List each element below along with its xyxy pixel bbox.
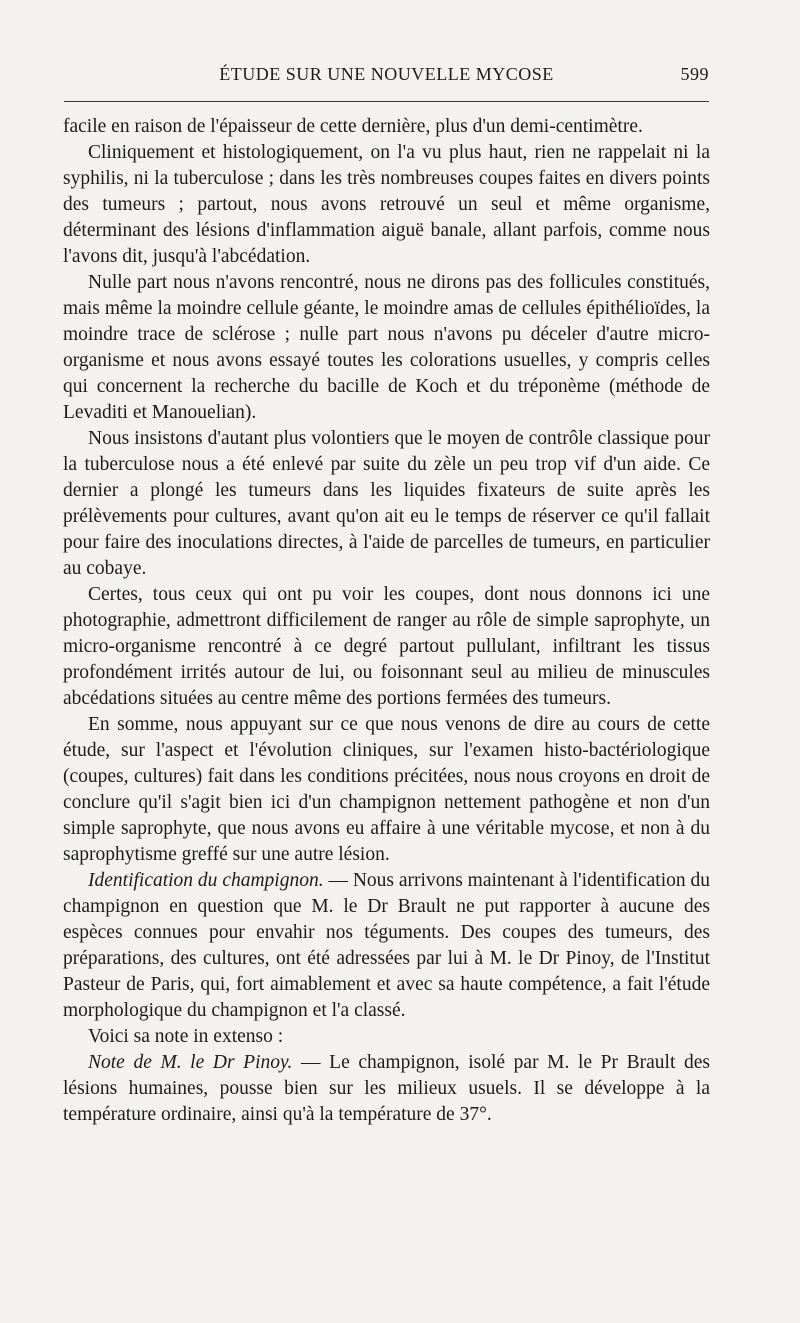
running-header [64,64,709,92]
running-title: ÉTUDE SUR UNE NOUVELLE MYCOSE [219,64,554,84]
paragraph-note: Note de M. le Dr Pinoy. — Le champignon, isolé par M. le Pr Brault des lésions humaines, pousse bien sur les milieux usuels. Il se développe à la température ordinaire, ainsi qu'à la température de 37°. [63,1052,710,1125]
paragraph-identification: Identification du champignon. — Nous arrivons maintenant à l'identification du champignon en question que M. le Dr Brault ne put rapporter à aucune des espèces connues pour envahir nos téguments. Des coupes des tumeurs, des préparations, des cultures, ont été adressées par lui à M. le Dr Pinoy, de l'Institut Pasteur de Paris, qui, fort aimablement et avec sa haute compétence, a fait l'étude morphologique du champignon et l'a classé. [63,870,710,1021]
paragraph: Nulle part nous n'avons rencontré, nous ne dirons pas des follicules constitués, mais même la moindre cellule géante, le moindre amas de cellules épithélioïdes, la moindre trace de sclérose ; nulle part nous n'avons pu déceler d'autre micro-organisme et nous avons essayé toutes les colorations usuelles, y compris celles qui concernent la recherche du bacille de Koch et du tréponème (méthode de Levaditi et Manouelian). [63,272,710,423]
body-text [63,114,710,1128]
section-run-in-heading: Identification du champignon. [88,870,324,891]
paragraph: Cliniquement et histologiquement, on l'a vu plus haut, rien ne rappelait ni la syphilis, ni la tuberculose ; dans les très nombreuses coupes faites en divers points des tumeurs ; partout, nous avons retrouvé un seul et même organisme, déterminant des lésions d'inflammation aiguë banale, allant parfois, comme nous l'avons dit, jusqu'à l'abcédation. [63,142,710,267]
paragraph: Nous insistons d'autant plus volontiers que le moyen de contrôle classique pour la tuberculose nous a été enlevé par suite du zèle un peu trop vif d'un aide. Ce dernier a plongé les tumeurs dans les liquides fixateurs de suite après les prélèvements pour cultures, avant qu'on ait eu le temps de réserver ce qu'il fallait pour faire des inoculations directes, à l'aide de parcelles de tumeurs, en particulier au cobaye. [63,428,710,579]
paragraph: Certes, tous ceux qui ont pu voir les coupes, dont nous donnons ici une photographie, admettront difficilement de ranger au rôle de simple saprophyte, un micro-organisme rencontré à ce degré partout pullulant, infiltrant les tissus profondément irrités autour de lui, ou foisonnant seul au milieu de minuscules abcédations situées au centre même des portions fermées des tumeurs. [63,584,710,709]
paragraph-continuation: facile en raison de l'épaisseur de cette dernière, plus d'un demi-centimètre. [63,116,643,137]
paragraph: En somme, nous appuyant sur ce que nous venons de dire au cours de cette étude, sur l'aspect et l'évolution cliniques, sur l'examen histo-bactériologique (coupes, cultures) fait dans les conditions précitées, nous nous croyons en droit de conclure qu'il s'agit bien ici d'un champignon nettement pathogène et non d'un simple saprophyte, que nous avons eu affaire à une véritable mycose, et non à du saprophytisme greffé sur une autre lésion. [63,714,710,865]
paragraph: Voici sa note in extenso : [88,1026,284,1047]
section-run-in-heading: Note de M. le Dr Pinoy. [88,1052,293,1073]
header-rule [64,101,709,102]
page-number: 599 [680,64,709,84]
